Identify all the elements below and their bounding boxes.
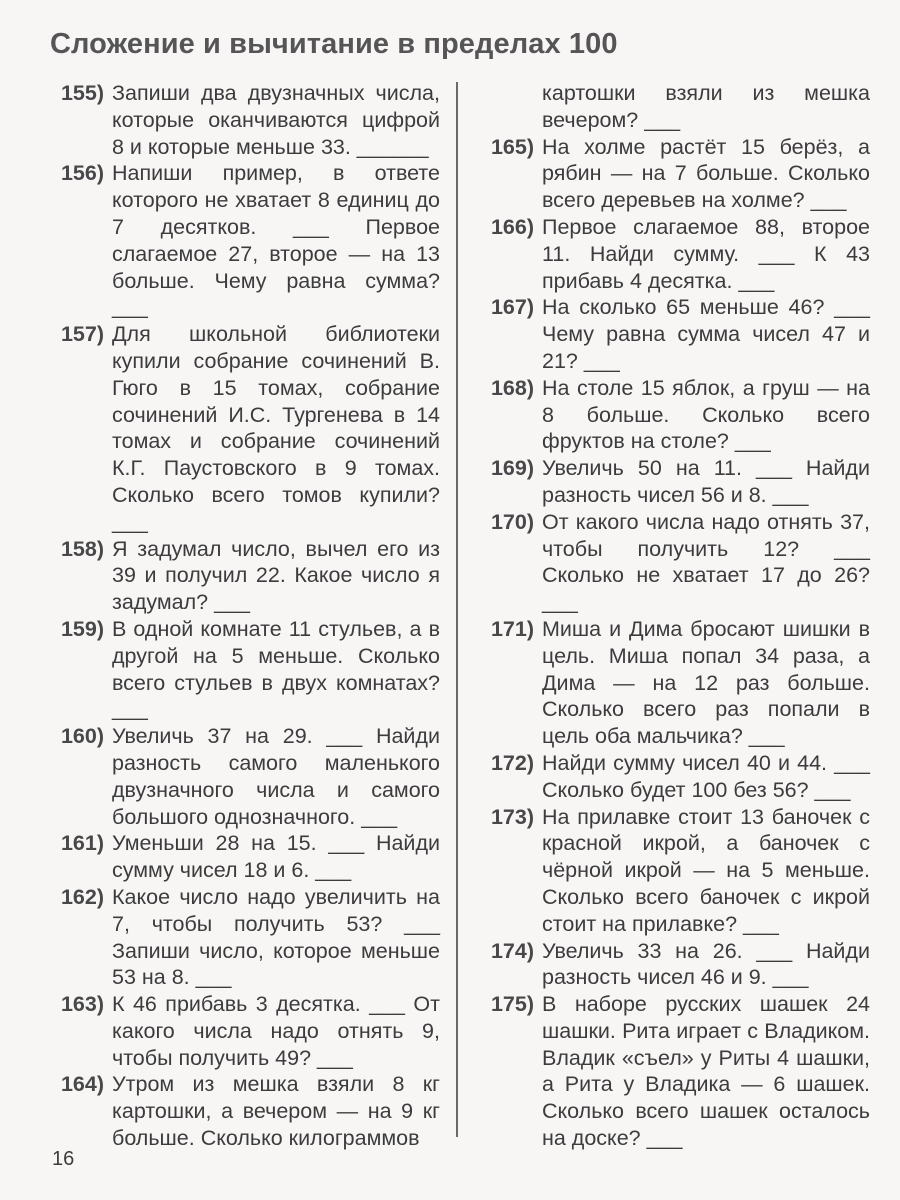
task-175 bbox=[470, 991, 870, 1152]
task-164-continuation bbox=[470, 80, 870, 134]
task-number: 157) bbox=[60, 322, 104, 347]
page-number: 16 bbox=[52, 1148, 75, 1170]
task-number: 166) bbox=[490, 214, 534, 239]
task-number: 155) bbox=[60, 81, 104, 105]
task-164 bbox=[40, 1071, 440, 1151]
task-158 bbox=[40, 536, 440, 616]
task-174 bbox=[470, 938, 870, 992]
task-162 bbox=[40, 884, 440, 991]
task-number: 169) bbox=[490, 456, 534, 481]
task-text: Какое число надо увеличить на 7, чтобы получить 53? ___ Запиши число, которое меньше 53 на 8. ___ bbox=[112, 884, 440, 990]
task-number: 174) bbox=[490, 938, 534, 963]
task-number: 175) bbox=[490, 992, 534, 1017]
task-text: В наборе русских шашек 24 шашки. Рита играет с Владиком. Владик «съел» у Риты 4 шашки, а Рита у Владика — 6 шашек. Сколько всего шашек осталось на доске? ___ bbox=[542, 992, 870, 1151]
task-text: Первое слагаемое 88, второе 11. Найди сумму. ___ К 43 прибавь 4 десятка. ___ bbox=[542, 214, 870, 293]
task-number: 171) bbox=[490, 616, 534, 641]
task-text: Уменьши 28 на 15. ___ Найди сумму чисел 18 и 6. ___ bbox=[112, 831, 440, 883]
task-text: От какого числа надо отнять 37, чтобы получить 12? ___ Сколько не хватает 17 до 26? ___ bbox=[542, 509, 870, 615]
column-divider bbox=[456, 82, 458, 1137]
task-number: 168) bbox=[490, 375, 534, 400]
task-text: В одной комнате 11 стульев, а в другой на 5 меньше. Сколько всего стульев в двух комнатах? ___ bbox=[112, 616, 440, 722]
task-number: 167) bbox=[490, 295, 534, 320]
task-161 bbox=[40, 830, 440, 884]
task-number: 158) bbox=[60, 536, 104, 561]
task-number: 160) bbox=[60, 724, 104, 749]
task-166 bbox=[470, 214, 870, 294]
task-text: Найди сумму чисел 40 и 44. ___ Сколько будет 100 без 56? ___ bbox=[542, 750, 870, 802]
task-text: Увеличь 50 на 11. ___ Найди разность чисел 56 и 8. ___ bbox=[542, 456, 870, 507]
task-text: Напиши пример, в ответе которого не хватает 8 единиц до 7 десятков. ___ Первое слагаемое 27, второе — на 13 больше. Чему равна сумма? ___ bbox=[112, 161, 440, 320]
task-text: Увеличь 33 на 26. ___ Найди разность чисел 46 и 9. ___ bbox=[542, 938, 870, 990]
task-text: Миша и Дима бросают шишки в цель. Миша попал 34 раза, а Дима — на 12 раз больше. Сколько всего раз попали в цель оба мальчика? ___ bbox=[542, 616, 870, 749]
task-165 bbox=[470, 134, 870, 214]
task-159 bbox=[40, 616, 440, 723]
right-column bbox=[470, 80, 870, 1152]
task-number: 165) bbox=[490, 134, 534, 159]
task-163 bbox=[40, 991, 440, 1071]
task-173 bbox=[470, 804, 870, 938]
left-column bbox=[40, 80, 440, 1152]
task-156 bbox=[40, 160, 440, 321]
task-text: На прилавке стоит 13 баночек с красной икрой, а баночек с чёрной икрой — на 5 меньше. Сколько всего баночек с икрой стоит на прилавке? ___ bbox=[542, 804, 870, 936]
task-170 bbox=[470, 509, 870, 616]
task-167 bbox=[470, 294, 870, 374]
task-text: Утром из мешка взяли 8 кг картошки, а вечером — на 9 кг больше. Сколько килограммов bbox=[112, 1072, 440, 1151]
task-169 bbox=[470, 455, 870, 509]
task-text: К 46 прибавь 3 десятка. ___ От какого числа надо отнять 9, чтобы получить 49? ___ bbox=[112, 992, 440, 1070]
task-text: Увеличь 37 на 29. ___ Найди разность самого маленького двузначного числа и самого большого однозначного. ___ bbox=[112, 724, 440, 829]
task-text: картошки взяли из мешка вечером? ___ bbox=[542, 81, 870, 132]
task-171 bbox=[470, 616, 870, 750]
task-text: Запиши два двузначных числа, которые оканчиваются цифрой 8 и которые меньше 33. ______ bbox=[112, 81, 440, 159]
task-number: 162) bbox=[60, 884, 104, 909]
task-168 bbox=[470, 375, 870, 455]
task-160 bbox=[40, 723, 440, 830]
task-text: На холме растёт 15 берёз, а рябин — на 7 больше. Сколько всего деревьев на холме? ___ bbox=[542, 134, 870, 213]
task-number: 173) bbox=[490, 804, 534, 829]
task-172 bbox=[470, 750, 870, 804]
task-text: Для школьной библиотеки купили собрание сочинений В. Гюго в 15 томах, собрание сочинений И.С. Тургенева в 14 томах и собрание сочинений К.Г. Паустовского в 9 томах. Сколько всего томов купили? ___ bbox=[112, 322, 440, 534]
task-number: 164) bbox=[60, 1072, 104, 1097]
task-157 bbox=[40, 321, 440, 535]
task-number: 161) bbox=[60, 831, 104, 856]
task-155 bbox=[40, 80, 440, 160]
task-number: 159) bbox=[60, 616, 104, 641]
task-number: 170) bbox=[490, 509, 534, 534]
task-number: 163) bbox=[60, 992, 104, 1017]
task-text: Я задумал число, вычел его из 39 и получил 22. Какое число я задумал? ___ bbox=[112, 536, 440, 615]
task-text: На сколько 65 меньше 46? ___ Чему равна сумма чисел 47 и 21? ___ bbox=[542, 295, 870, 373]
task-number: 172) bbox=[490, 750, 534, 775]
page-title: Сложение и вычитание в пределах 100 bbox=[50, 28, 618, 60]
task-text: На столе 15 яблок, а груш — на 8 больше. Сколько всего фруктов на столе? ___ bbox=[542, 375, 870, 454]
task-number: 156) bbox=[60, 161, 104, 186]
